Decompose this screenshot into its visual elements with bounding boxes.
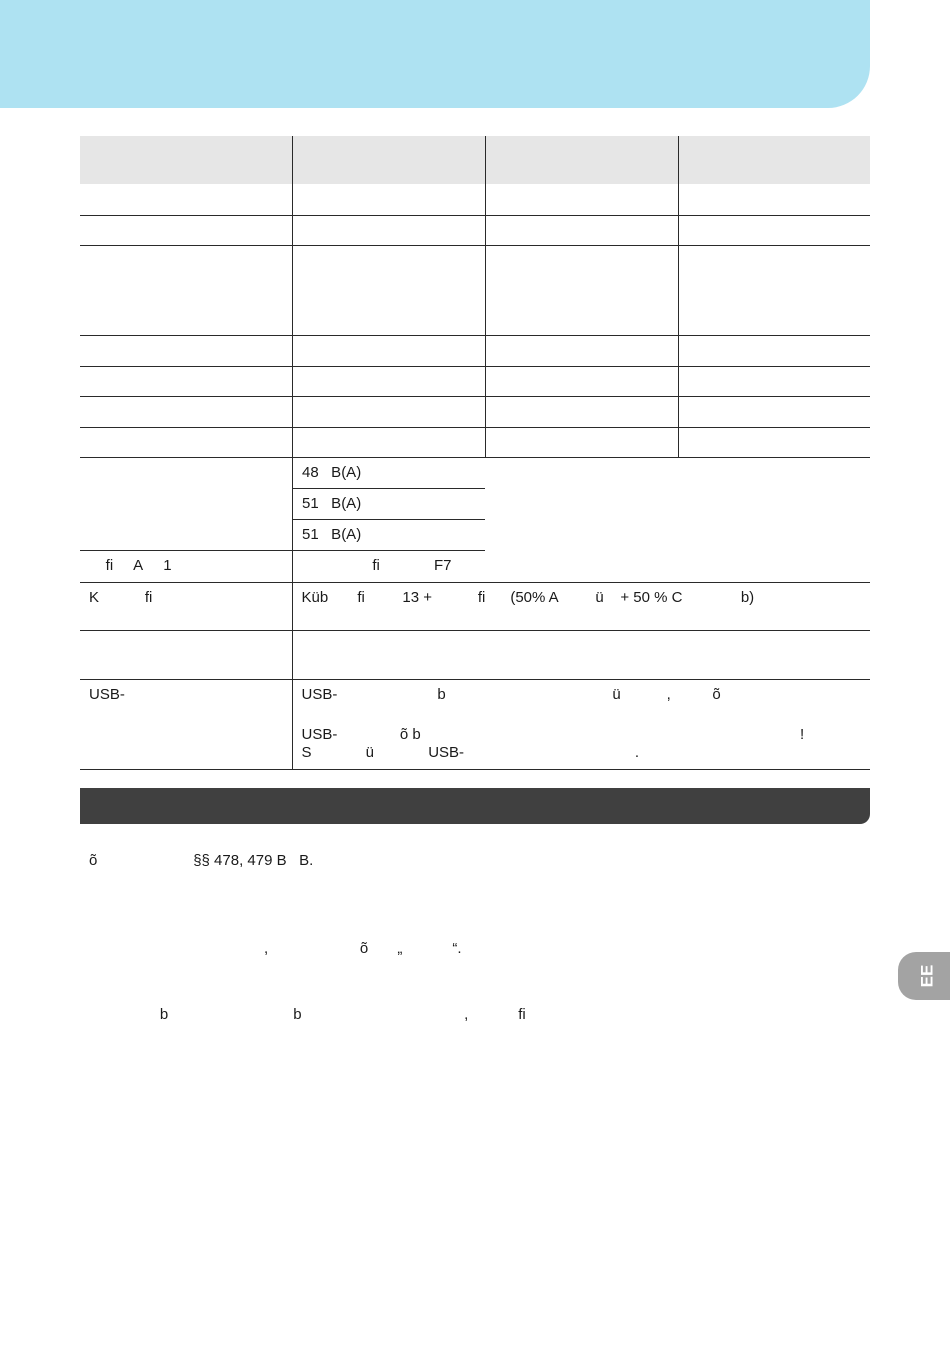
table-row: [80, 427, 870, 457]
table-cell: [292, 245, 485, 335]
table-cell: [678, 245, 870, 335]
table-cell: [80, 215, 292, 245]
table-row: [80, 551, 870, 583]
table-cell: [678, 184, 870, 215]
table-label-cell: [80, 631, 292, 680]
table-cell: [80, 184, 292, 215]
language-tab-label: EE: [917, 964, 937, 988]
table-row: [80, 457, 870, 551]
table-cell: [678, 427, 870, 457]
table-header-cell: [485, 136, 678, 184]
table-header-cell: [80, 136, 292, 184]
paragraph-line: b b , fi: [89, 1006, 526, 1023]
cell-text: Küb fi 13 + fi (50% A ü + 50 % C b): [301, 589, 755, 606]
cell-text: USB-: [89, 686, 125, 703]
table-row: [80, 583, 870, 631]
table-cell: [678, 335, 870, 366]
cell-text: fi F7: [301, 556, 452, 574]
section-paragraph: õ §§ 478, 479 B B.: [89, 852, 314, 869]
table-cell: [485, 396, 678, 427]
table-cell: [678, 366, 870, 396]
table-header-cell: [292, 136, 485, 184]
table-label-cell: [80, 583, 292, 631]
table-row: [80, 245, 870, 335]
table-cell: [292, 427, 485, 457]
table-header-cell: [678, 136, 870, 184]
table-cell: [80, 366, 292, 396]
table-value-cell: [292, 583, 870, 631]
table-cell: [80, 457, 292, 551]
table-cell: [678, 396, 870, 427]
table-label-cell: [80, 680, 292, 770]
table-row: [80, 184, 870, 215]
noise-level-cell: 51 B(A): [292, 520, 485, 551]
cell-text: fi A 1: [89, 557, 172, 574]
table-value-cell: [292, 631, 870, 680]
table-cell: [80, 396, 292, 427]
table-cell: [292, 184, 485, 215]
table-row: [80, 366, 870, 396]
table-cell: [485, 184, 678, 215]
table-label-cell: [80, 551, 292, 583]
paragraph-line: , õ „ “.: [89, 940, 462, 957]
table-cell: [80, 427, 292, 457]
table-cell: [292, 366, 485, 396]
table-cell: [485, 427, 678, 457]
header-band: [0, 0, 870, 108]
cell-text: USB- b ü , õ: [301, 686, 721, 703]
cell-text: USB- õ b !: [301, 726, 805, 743]
table-value-cell: [292, 680, 870, 770]
section-heading-bar: [80, 788, 870, 824]
cell-text: K fi: [89, 589, 153, 606]
table-cell: [485, 245, 678, 335]
table-row: [80, 680, 870, 770]
table-header-row: [80, 136, 870, 184]
table-cell: [292, 335, 485, 366]
table-row: [80, 396, 870, 427]
table-cell: [678, 215, 870, 245]
table-cell: [485, 366, 678, 396]
table-cell: [292, 215, 485, 245]
table-cell: [485, 215, 678, 245]
table-row: [80, 631, 870, 680]
table-row: [80, 335, 870, 366]
language-tab: [898, 952, 950, 1000]
cell-text: S ü USB- .: [301, 744, 640, 761]
table-cell: [292, 396, 485, 427]
noise-level-cell: 48 B(A): [292, 458, 485, 489]
section-paragraph: [89, 894, 526, 1048]
table-cell: [485, 335, 678, 366]
line-gap: [302, 704, 862, 726]
table-cell: [80, 335, 292, 366]
table-value-cell: [292, 551, 870, 583]
spec-table: [80, 136, 870, 770]
table-cell: [80, 245, 292, 335]
noise-level-cell: 51 B(A): [292, 489, 485, 520]
table-row: [80, 215, 870, 245]
